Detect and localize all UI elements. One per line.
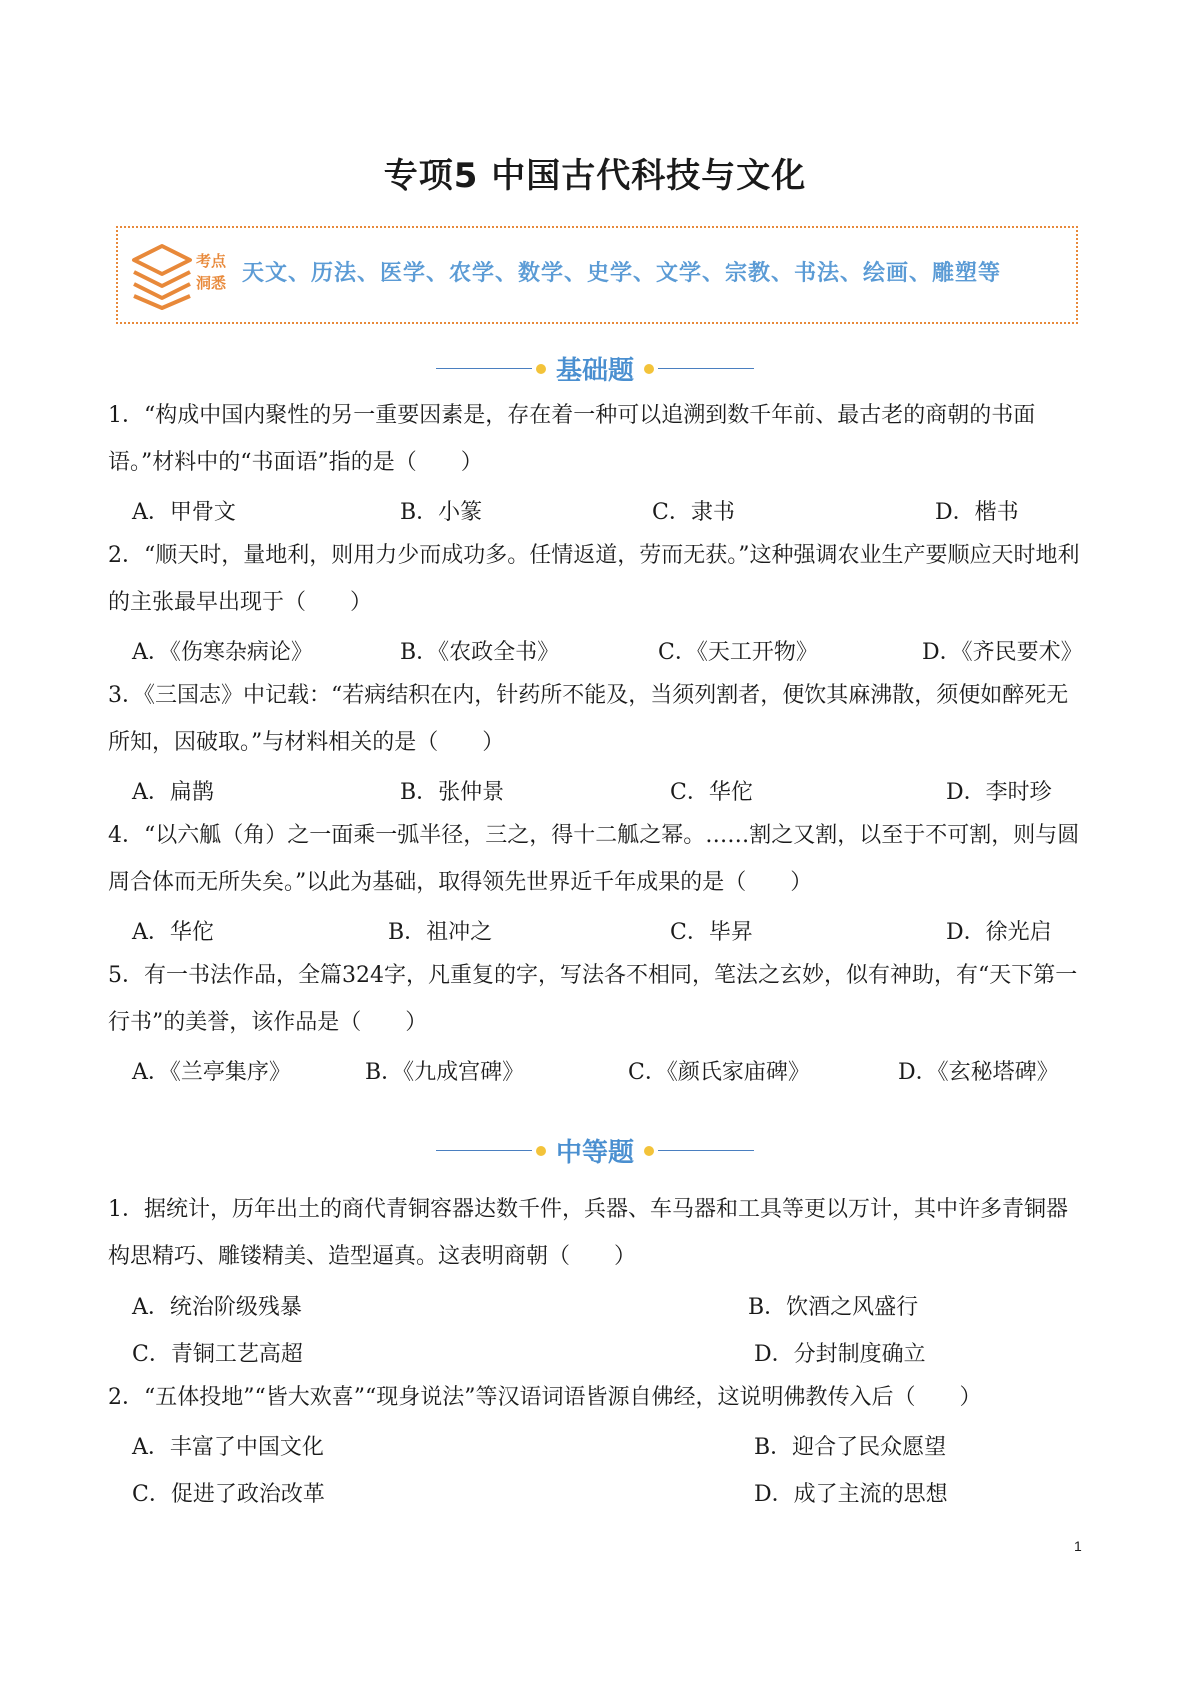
kaodian-box bbox=[116, 226, 1078, 324]
option: B．小篆 bbox=[400, 500, 483, 525]
section-header-basic bbox=[0, 350, 1190, 390]
section-label-basic: 基础题 bbox=[555, 356, 634, 386]
option: D．楷书 bbox=[935, 500, 1019, 525]
section-header-medium bbox=[0, 1132, 1190, 1172]
option: D．分封制度确立 bbox=[754, 1342, 926, 1367]
divider-line bbox=[436, 1150, 532, 1152]
divider-line bbox=[658, 368, 754, 370]
option: B．祖冲之 bbox=[388, 920, 493, 945]
divider-line bbox=[436, 368, 532, 370]
option: D．《齐民要术》 bbox=[922, 640, 1083, 665]
question-stem: 2．“顺天时，量地利，则用力少而成功多。任情返道，劳而无获。”这种强调农业生产要顺应天时地利的主张最早出现于（ ） bbox=[108, 543, 1080, 615]
option: A．统治阶级残暴 bbox=[132, 1295, 302, 1320]
question-stem: 5．有一书法作品，全篇324字，凡重复的字，写法各不相同，笔法之玄妙，似有神助，有“天下第一行书”的美誉，该作品是（ ） bbox=[108, 963, 1078, 1035]
dot-icon bbox=[644, 1146, 654, 1156]
dot-icon bbox=[536, 364, 546, 374]
layers-icon bbox=[130, 242, 194, 310]
option: C．《颜氏家庙碑》 bbox=[628, 1060, 810, 1085]
option: C．毕昇 bbox=[670, 920, 753, 945]
question-stem: 4．“以六觚（角）之一面乘一弧半径，三之，得十二觚之幂。……割之又割，以至于不可割，则与圆周合体而无所失矣。”以此为基础，取得领先世界近千年成果的是（ ） bbox=[108, 823, 1080, 895]
page-title: 专项5 中国古代科技与文化 bbox=[383, 156, 807, 196]
option: B．迎合了民众愿望 bbox=[754, 1435, 947, 1460]
option: B．饮酒之风盛行 bbox=[748, 1295, 919, 1320]
option: D．成了主流的思想 bbox=[754, 1482, 948, 1507]
option: D．李时珍 bbox=[946, 780, 1052, 805]
dot-icon bbox=[536, 1146, 546, 1156]
option: A．华佗 bbox=[132, 920, 214, 945]
kaodian-topics: 天文、历法、医学、农学、数学、史学、文学、宗教、书法、绘画、雕塑等 bbox=[242, 261, 1002, 286]
option: B．《九成宫碑》 bbox=[365, 1060, 525, 1085]
question-stem: 1．“构成中国内聚性的另一重要因素是，存在着一种可以追溯到数千年前、最古老的商朝的书面语。”材料中的“书面语”指的是（ ） bbox=[108, 403, 1036, 475]
option: A．《伤寒杂病论》 bbox=[132, 640, 313, 665]
dot-icon bbox=[644, 364, 654, 374]
kaodian-label-line2: 洞悉 bbox=[196, 274, 227, 292]
option: C．隶书 bbox=[652, 500, 735, 525]
kaodian-label-line1: 考点 bbox=[196, 252, 227, 270]
section-label-medium: 中等题 bbox=[555, 1138, 634, 1168]
divider-line bbox=[658, 1150, 754, 1152]
option: B．《农政全书》 bbox=[400, 640, 560, 665]
option: A．扁鹊 bbox=[132, 780, 214, 805]
question-stem: 1．据统计，历年出土的商代青铜容器达数千件，兵器、车马器和工具等更以万计，其中许多青铜器构思精巧、雕镂精美、造型逼真。这表明商朝（ ） bbox=[108, 1197, 1069, 1269]
option: C．《天工开物》 bbox=[658, 640, 818, 665]
option: A．《兰亭集序》 bbox=[132, 1060, 291, 1085]
page-number: 1 bbox=[1074, 1538, 1082, 1554]
kaodian-label bbox=[196, 250, 236, 294]
option: A．甲骨文 bbox=[132, 500, 236, 525]
option: C．青铜工艺高超 bbox=[132, 1342, 303, 1367]
question-stem: 3．《三国志》中记载：“若病结积在内，针药所不能及，当须列割者，便饮其麻沸散，须便如醉死无所知，因破取。”与材料相关的是（ ） bbox=[108, 683, 1069, 755]
option: C．促进了政治改革 bbox=[132, 1482, 325, 1507]
option: D．徐光启 bbox=[946, 920, 1052, 945]
question-stem: 2．“五体投地”“皆大欢喜”“现身说法”等汉语词语皆源自佛经，这说明佛教传入后（ ） bbox=[108, 1385, 982, 1410]
option: C．华佗 bbox=[670, 780, 753, 805]
option: B．张仲景 bbox=[400, 780, 505, 805]
option: A．丰富了中国文化 bbox=[132, 1435, 324, 1460]
option: D．《玄秘塔碑》 bbox=[898, 1060, 1059, 1085]
